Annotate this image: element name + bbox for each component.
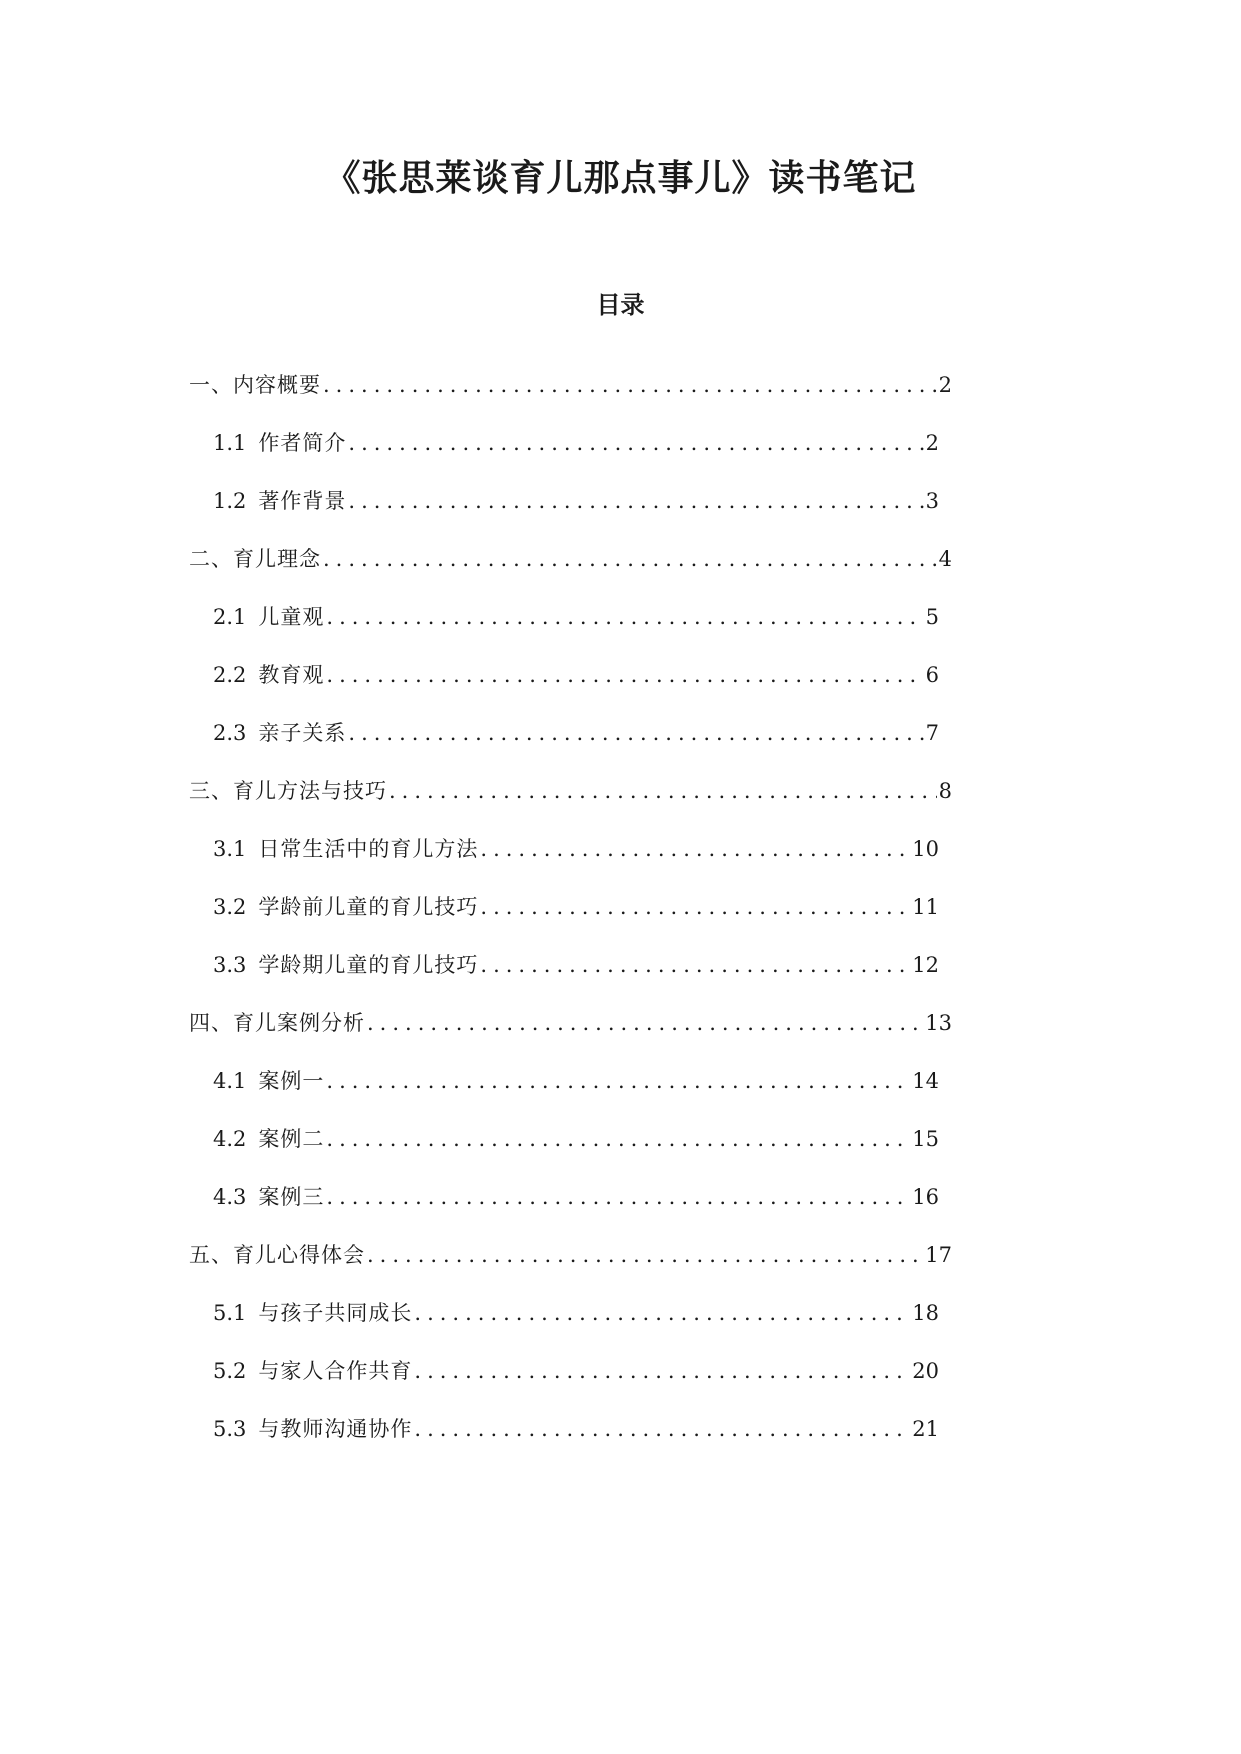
toc-entry-number: 3.1 [213, 837, 247, 861]
document-title: 《张思莱谈育儿那点事儿》读书笔记 [324, 158, 917, 199]
toc-section-entry[interactable] [213, 716, 939, 750]
toc-chapter-entry[interactable] [189, 1238, 952, 1272]
toc-page-number: 17 [925, 1243, 952, 1267]
toc-entry-number: 3.2 [213, 895, 247, 919]
toc-entry-number: 4.3 [213, 1185, 247, 1209]
toc-entry-title: 儿童观 [258, 605, 325, 629]
toc-entry-title: 亲子关系 [258, 721, 347, 745]
toc-entry-title: 案例一 [258, 1069, 325, 1093]
toc-page-number: 15 [912, 1127, 939, 1151]
toc-section-entry[interactable] [213, 426, 939, 460]
toc-entry-title: 与教师沟通协作 [258, 1417, 413, 1441]
toc-entry-number: 1.2 [213, 489, 247, 513]
toc-page-number: 18 [912, 1301, 939, 1325]
toc-entry-title: 与孩子共同成长 [258, 1301, 413, 1325]
toc-entry-number: 2.2 [213, 663, 247, 687]
toc-dot-leader [480, 890, 910, 924]
toc-entry-number: 5.1 [213, 1301, 247, 1325]
toc-page-number: 5 [925, 605, 939, 629]
toc-page-number: 12 [912, 953, 939, 977]
toc-page-number: 10 [912, 837, 939, 861]
toc-entry-title: 案例二 [258, 1127, 325, 1151]
toc-entry-title: 著作背景 [258, 489, 347, 513]
toc-entry-title: 作者简介 [258, 431, 347, 455]
toc-dot-leader [414, 1412, 910, 1446]
toc-entry-title: 学龄前儿童的育儿技巧 [258, 895, 479, 919]
toc-page-number: 7 [925, 721, 939, 745]
toc-page-number: 20 [912, 1359, 939, 1383]
toc-section-entry[interactable] [213, 484, 939, 518]
toc-entry-number: 5.2 [213, 1359, 247, 1383]
toc-dot-leader [348, 484, 923, 518]
toc-entry-number: 3.3 [213, 953, 247, 977]
toc-section-entry[interactable] [213, 1412, 939, 1446]
toc-dot-leader [323, 542, 937, 576]
toc-entry-title: 学龄期儿童的育儿技巧 [258, 953, 479, 977]
toc-dot-leader [326, 600, 923, 634]
toc-page-number: 14 [912, 1069, 939, 1093]
toc-heading: 目录 [596, 291, 645, 319]
toc-page-number: 8 [938, 779, 952, 803]
toc-entry-number: 4.1 [213, 1069, 247, 1093]
toc-section-entry[interactable] [213, 1354, 939, 1388]
toc-page-number: 2 [938, 373, 952, 397]
toc-dot-leader [414, 1296, 910, 1330]
toc-entry-title: 教育观 [258, 663, 325, 687]
toc-section-entry[interactable] [213, 658, 939, 692]
toc-entry-number: 4.2 [213, 1127, 247, 1151]
toc-entry-title: 五、育儿心得体会 [189, 1243, 365, 1267]
toc-entry-number: 2.1 [213, 605, 247, 629]
toc-entry-title: 三、育儿方法与技巧 [189, 779, 387, 803]
toc-entry-title: 一、内容概要 [189, 373, 321, 397]
toc-section-entry[interactable] [213, 948, 939, 982]
toc-dot-leader [480, 832, 910, 866]
toc-dot-leader [323, 368, 937, 402]
toc-entry-title: 二、育儿理念 [189, 547, 321, 571]
toc-page-number: 16 [912, 1185, 939, 1209]
toc-entry-title: 四、育儿案例分析 [189, 1011, 365, 1035]
toc-section-entry[interactable] [213, 1122, 939, 1156]
toc-dot-leader [348, 716, 923, 750]
toc-dot-leader [480, 948, 910, 982]
toc-dot-leader [414, 1354, 910, 1388]
toc-entry-title: 与家人合作共育 [258, 1359, 413, 1383]
toc-page-number: 6 [925, 663, 939, 687]
toc-chapter-entry[interactable] [189, 1006, 952, 1040]
toc-page-number: 4 [938, 547, 952, 571]
toc-chapter-entry[interactable] [189, 774, 952, 808]
toc-dot-leader [367, 1006, 923, 1040]
toc-chapter-entry[interactable] [189, 368, 952, 402]
toc-section-entry[interactable] [213, 1064, 939, 1098]
toc-entry-title: 案例三 [258, 1185, 325, 1209]
toc-dot-leader [326, 1180, 910, 1214]
toc-dot-leader [367, 1238, 923, 1272]
toc-dot-leader [389, 774, 937, 808]
toc-section-entry[interactable] [213, 890, 939, 924]
toc-section-entry[interactable] [213, 600, 939, 634]
toc-dot-leader [326, 1064, 910, 1098]
toc-section-entry[interactable] [213, 1180, 939, 1214]
toc-entry-title: 日常生活中的育儿方法 [258, 837, 479, 861]
toc-dot-leader [326, 658, 923, 692]
toc-chapter-entry[interactable] [189, 542, 952, 576]
toc-page-number: 2 [925, 431, 939, 455]
toc-page-number: 13 [925, 1011, 952, 1035]
toc-page-number: 21 [912, 1417, 939, 1441]
toc-page-number: 11 [912, 895, 939, 919]
toc-section-entry[interactable] [213, 832, 939, 866]
toc-entry-number: 5.3 [213, 1417, 247, 1441]
toc-dot-leader [348, 426, 923, 460]
toc-entry-number: 2.3 [213, 721, 247, 745]
toc-dot-leader [326, 1122, 910, 1156]
toc-entry-number: 1.1 [213, 431, 247, 455]
toc-section-entry[interactable] [213, 1296, 939, 1330]
toc-page-number: 3 [925, 489, 939, 513]
